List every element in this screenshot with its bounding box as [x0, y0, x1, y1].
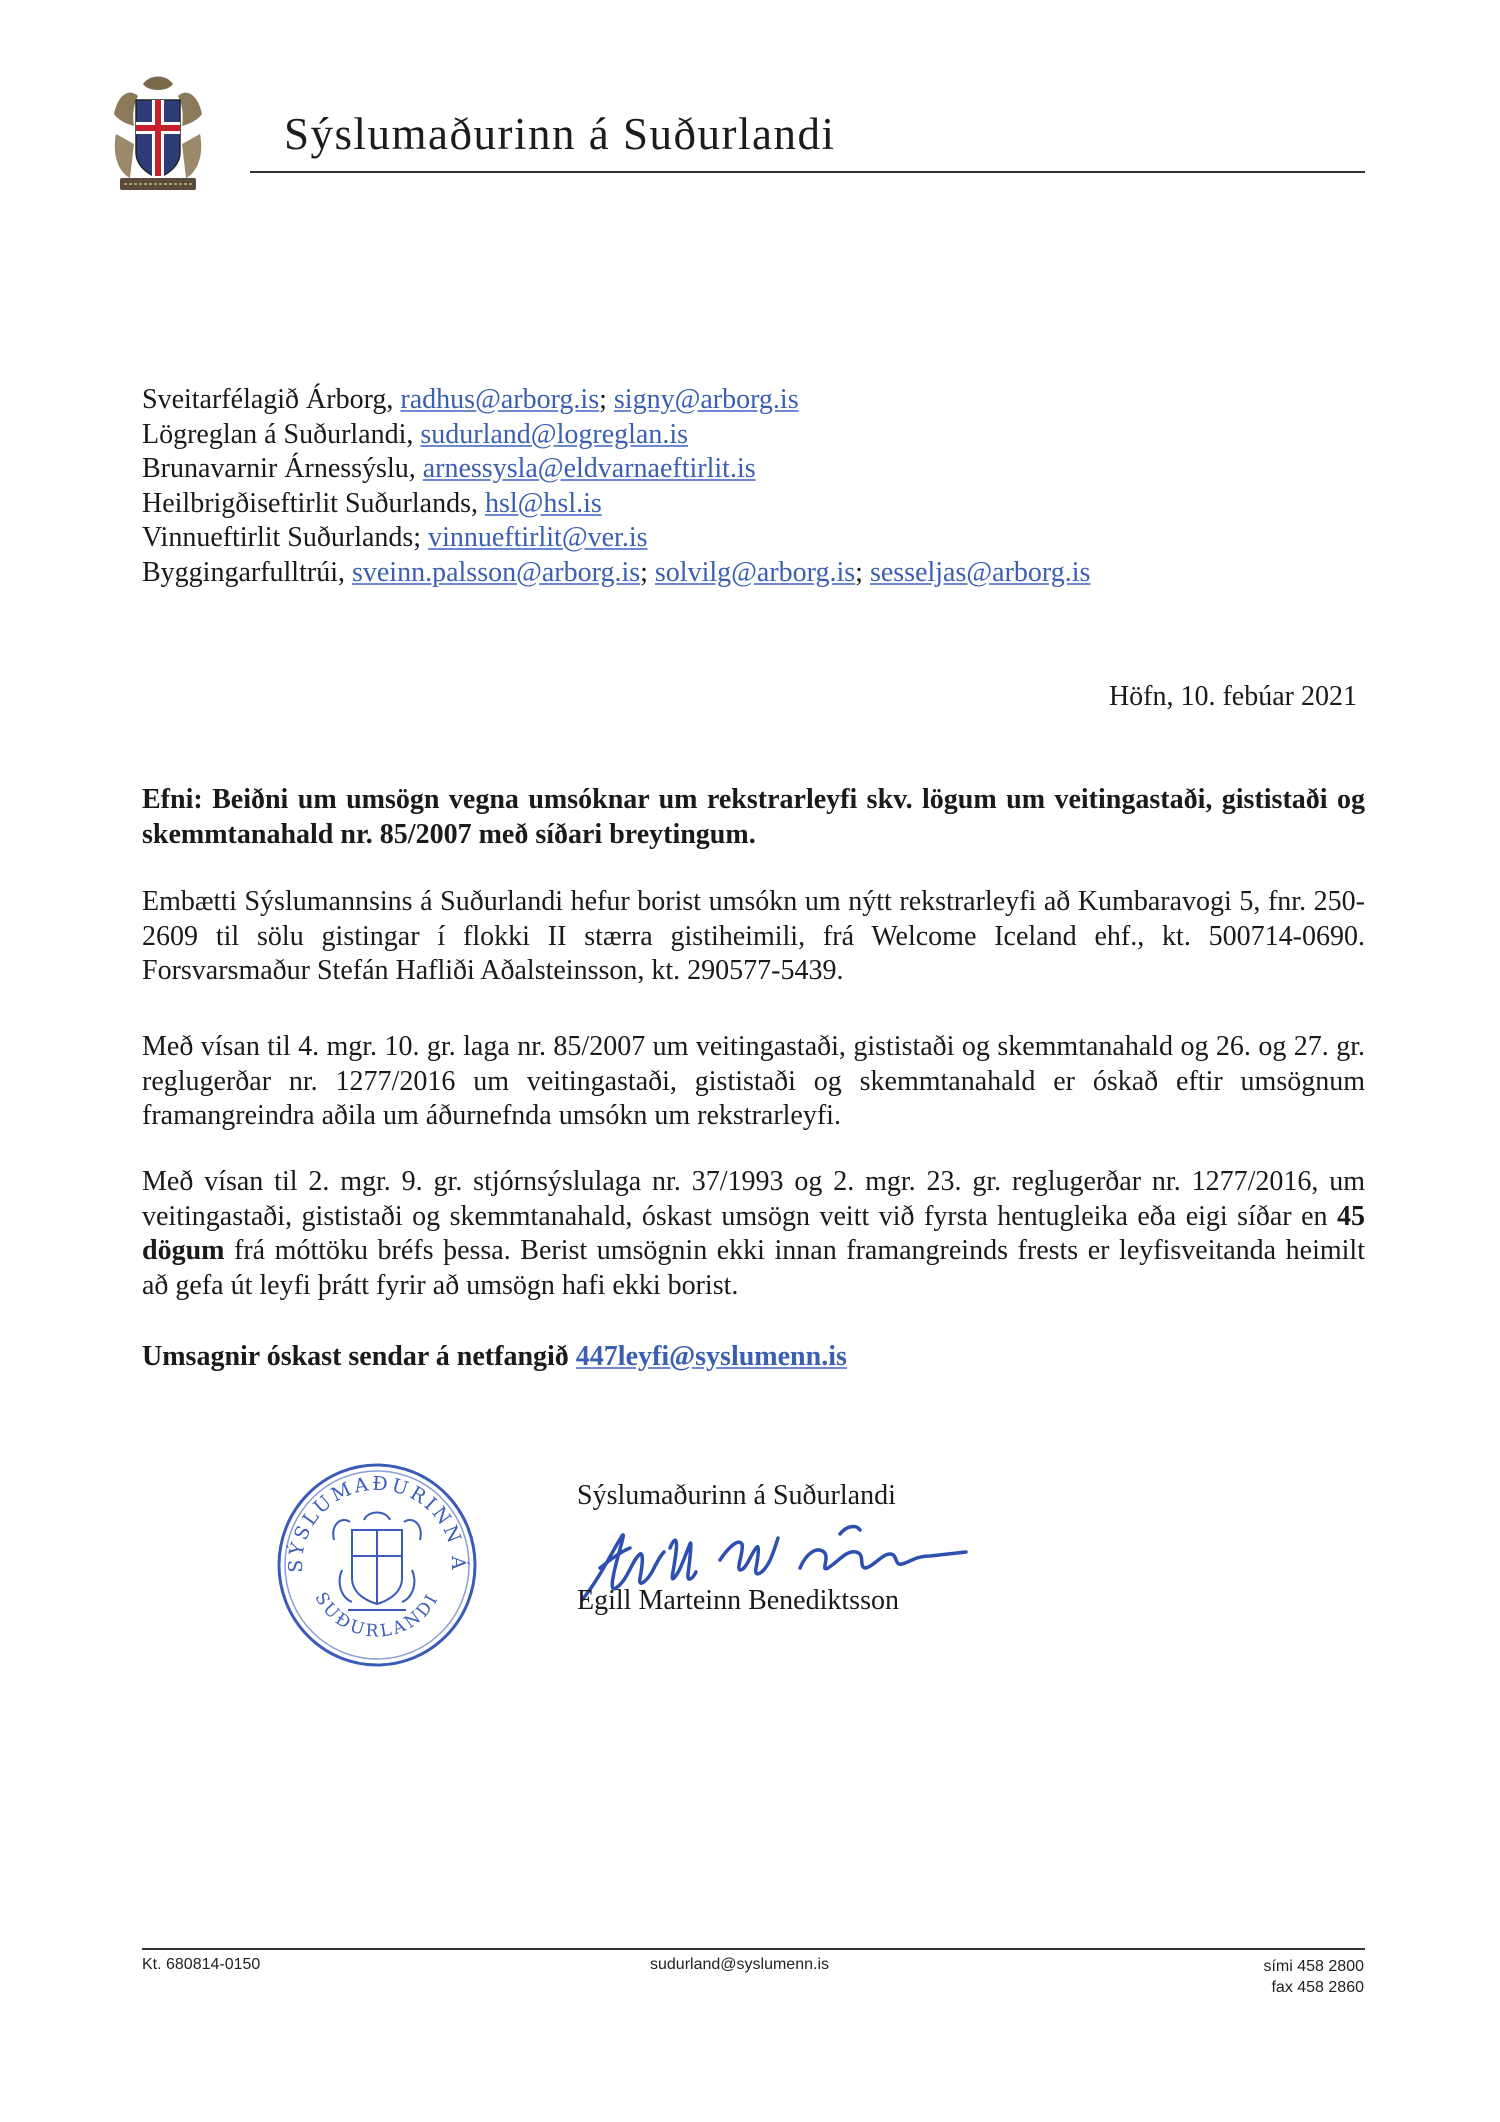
recipient-email-link[interactable]: vinnueftirlit@ver.is — [428, 522, 648, 553]
reply-instruction — [142, 1340, 1365, 1375]
signatory-name: Egill Marteinn Benediktsson — [577, 1585, 899, 1616]
email-separator: ; — [855, 556, 870, 588]
footer-divider — [142, 1948, 1365, 1950]
official-stamp — [272, 1460, 482, 1670]
recipient-email-link[interactable]: hsl@hsl.is — [484, 487, 602, 519]
recipient-row — [142, 521, 1090, 556]
header-divider — [250, 171, 1365, 173]
reply-email-link[interactable]: 447leyfi@syslumenn.is — [575, 1341, 847, 1372]
recipient-row — [142, 418, 1090, 453]
recipient-email-link[interactable]: arnessysla@eldvarnaeftirlit.is — [422, 453, 756, 484]
recipient-email-link[interactable]: sveinn.palsson@arborg.is — [351, 556, 641, 588]
recipient-name: Vinnueftirlit Suðurlands; — [142, 522, 429, 553]
recipient-email-link[interactable]: radhus@arborg.is — [400, 384, 600, 415]
stamp-text-top: SÝSLUMAÐURINN Á — [284, 1472, 470, 1573]
recipient-name: Heilbrigðiseftirlit Suðurlands, — [142, 487, 485, 519]
footer-contact-numbers — [1263, 1956, 1364, 1998]
body-paragraph-1: Embætti Sýslumannsins á Suðurlandi hefur borist umsókn um nýtt rekstrarleyfi að Kumbaravogi 5, fnr. 250-2609 til sölu gistingar í flokki II stærra gistiheimili, frá Welcome Iceland ehf., kt. 500714-0690. Forsvarsmaður Stefán Hafliði Aðalsteinsson, kt. 290577-5439. — [142, 886, 1365, 986]
footer-phone: sími 458 2800 — [1263, 1958, 1364, 1975]
recipient-email-link[interactable]: signy@arborg.is — [613, 384, 799, 415]
footer-email: sudurland@syslumenn.is — [650, 1956, 829, 1973]
recipient-name: Lögreglan á Suðurlandi, — [142, 418, 421, 450]
email-separator: ; — [599, 384, 614, 415]
footer-kennitala: Kt. 680814-0150 — [142, 1956, 261, 1973]
body-paragraph-3 — [142, 1165, 1365, 1303]
signatory-organization: Sýslumaðurinn á Suðurlandi — [577, 1480, 896, 1511]
organization-title: Sýslumaðurinn á Suðurlandi — [284, 109, 836, 159]
body-paragraph-3-start: Með vísan til 2. mgr. 9. gr. stjórnsýslulaga nr. 37/1993 og 2. mgr. 23. gr. reglugerðar nr. 1277/2016, um veitingastaði, gististaði og skemmtanahald, óskast umsögn veitt við fyrsta hentugleika eða eigi síðar en — [142, 1166, 1365, 1232]
recipient-name: Byggingarfulltrúi, — [142, 556, 352, 588]
recipient-name: Brunavarnir Árnessýslu, — [142, 453, 423, 484]
recipient-email-link[interactable]: sesseljas@arborg.is — [869, 556, 1091, 588]
subject-line: Efni: Beiðni um umsögn vegna umsóknar um rekstrarleyfi skv. lögum um veitingastaði, gististaði og skemmtanahald nr. 85/2007 með síðari breytingum. — [142, 784, 1365, 850]
recipient-email-link[interactable]: solvilg@arborg.is — [654, 556, 856, 588]
recipient-row — [142, 556, 1090, 591]
email-separator: ; — [640, 556, 655, 588]
deadline-days: 45 dögum — [142, 1200, 1365, 1266]
recipient-list — [142, 383, 1090, 590]
body-paragraph-2: Með vísan til 4. mgr. 10. gr. laga nr. 85/2007 um veitingastaði, gististaði og skemmtanahald og 26. og 27. gr. reglugerðar nr. 1277/2016 um veitingastaði, gististaði og skemmtanahald er óskað eftir umsögnum framangreindra aðila um áðurnefnda umsókn um rekstrarleyfi. — [142, 1031, 1365, 1131]
body-paragraph-3-end: frá móttöku bréfs þessa. Berist umsögnin ekki innan framangreinds frests er leyfisveitanda heimilt að gefa út leyfi þrátt fyrir að umsögn hafi ekki borist. — [142, 1235, 1365, 1301]
recipient-email-link[interactable]: sudurland@logreglan.is — [420, 418, 689, 450]
reply-text: Umsagnir óskast sendar á netfangið — [142, 1341, 576, 1372]
recipient-row — [142, 487, 1090, 522]
coat-of-arms-icon — [108, 74, 208, 194]
recipient-row — [142, 452, 1090, 487]
recipient-name: Sveitarfélagið Árborg, — [142, 384, 401, 415]
stamp-text-bottom: SUÐURLANDI — [310, 1588, 444, 1642]
letter-date: Höfn, 10. febúar 2021 — [1108, 681, 1357, 712]
footer-fax: fax 458 2860 — [1271, 1979, 1364, 1996]
recipient-row — [142, 383, 1090, 418]
